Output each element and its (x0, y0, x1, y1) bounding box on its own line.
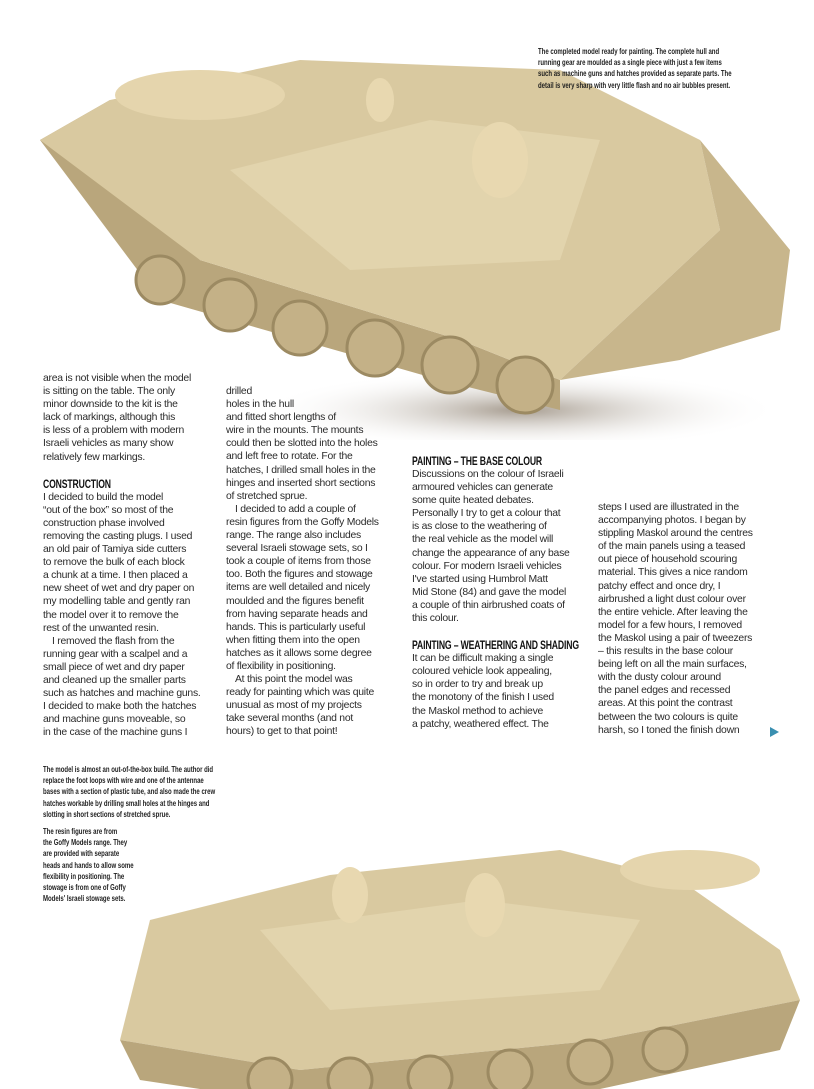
text-line: of flexibility in positioning. (226, 660, 336, 672)
figure-gunner (465, 873, 505, 937)
text-line: hands. This is particularly useful (226, 621, 366, 633)
text-line: to remove the bulk of each block (43, 557, 185, 569)
text-line: I decided to add a couple of (235, 503, 356, 515)
text-line: is as close to the weathering of (412, 521, 547, 533)
text-line: change the appearance of any base (412, 547, 570, 559)
caption-line: The completed model ready for painting. The complete hull and (538, 46, 720, 56)
text-line: lack of markings, although this (43, 412, 176, 424)
text-line: Personally I try to get a colour that (412, 508, 561, 520)
text-line: from having separate heads and (226, 608, 368, 620)
text-line: Israeli vehicles as many show (43, 438, 174, 450)
text-line: between the two colours is quite (598, 711, 738, 723)
text-line: area is not visible when the model (43, 373, 192, 384)
figure-commander (332, 867, 368, 923)
text-line: hatches as it allows some degree (226, 647, 372, 659)
text-line: the model over it to remove the (43, 609, 179, 621)
text-line: and cleaned up the smaller parts (43, 674, 186, 686)
caption-line: hatches workable by drilling small holes at the hinges and (43, 797, 210, 808)
text-line: resin figures from the Goffy Models (226, 516, 379, 528)
text-line: the entire vehicle. After leaving the (598, 606, 748, 618)
text-line: is sitting on the table. The only (43, 386, 175, 398)
text-line: could then be slotted into the holes (226, 438, 378, 450)
text-line: construction phase involved (43, 517, 165, 529)
stowage-roll (620, 850, 760, 890)
text-line: model for a few hours, I removed (598, 619, 742, 631)
caption-line: Models' Israeli stowage sets. (43, 893, 126, 904)
section-heading: CONSTRUCTION (43, 476, 111, 491)
text-line: out piece of household scouring (598, 554, 737, 566)
text-line: took a couple of items from those (226, 556, 371, 568)
text-line: the Maskol using a pair of tweezers (598, 632, 753, 644)
text-line: It can be difficult making a single (412, 653, 554, 665)
text-line: accompanying photos. I began by (598, 515, 746, 527)
caption-line: replace the foot loops with wire and one of the antennae (43, 775, 204, 786)
text-line: range. The range also includes (226, 530, 361, 542)
text-line: relatively few markings. (43, 451, 145, 463)
text-line: my modelling table and gently ran (43, 596, 191, 608)
text-line: this colour. (412, 613, 459, 625)
text-line: At this point the model was (235, 674, 353, 686)
text-line: Discussions on the colour of Israeli (412, 469, 564, 480)
text-line: removing the casting plugs. I used (43, 530, 193, 542)
text-line: being left on all the main surfaces, (598, 659, 747, 671)
text-line: areas. At this point the contrast (598, 698, 733, 710)
caption-line: slotting in short sections of stretched sprue. (43, 808, 171, 819)
text-line: I've started using Humbrol Matt (412, 573, 548, 585)
caption-line: running gear are moulded as a single piece with just a few items (538, 57, 722, 68)
caption-line: heads and hands to allow some (43, 859, 134, 870)
text-line: colour. For modern Israeli vehicles (412, 560, 562, 572)
text-line: and machine guns moveable, so (43, 714, 186, 726)
text-line: steps I used are illustrated in the (598, 502, 739, 513)
text-line: and fitted short lengths of (226, 412, 336, 424)
triangle-right-icon (770, 727, 779, 737)
text-line: patchy effect and once dry, I (598, 580, 721, 592)
text-line: ready for painting which was quite (226, 687, 375, 699)
text-line: I decided to make both the hatches (43, 701, 197, 713)
text-line: minor downside to the kit is the (43, 399, 178, 411)
section-heading: PAINTING – WEATHERING AND SHADING (412, 638, 579, 653)
text-line: an old pair of Tamiya side cutters (43, 544, 187, 556)
text-line: several Israeli stowage sets, so I (226, 543, 368, 555)
text-line: new sheet of wet and dry paper on (43, 583, 195, 595)
caption-line: the Goffy Models range. They (43, 837, 128, 848)
text-line: in the case of the machine guns I (43, 727, 188, 739)
text-line: hours) to get to that point! (226, 726, 338, 738)
text-line: rest of the unwanted resin. (43, 622, 159, 634)
text-line: small piece of wet and dry paper (43, 661, 185, 673)
text-line: running gear with a scalpel and a (43, 648, 188, 660)
column-4 (598, 501, 753, 737)
text-line: such as hatches and machine guns. (43, 688, 201, 700)
text-line: stippling Maskol around the centres (598, 528, 753, 540)
text-line: coloured vehicle look appealing, (412, 666, 552, 678)
figure-commander (472, 122, 528, 198)
text-line: unusual as most of my projects (226, 700, 362, 712)
text-line: moulded and the figures benefit (226, 595, 364, 607)
text-line: a patchy, weathered effect. The (412, 718, 549, 730)
text-line: items are well detailed and nicely (226, 582, 370, 594)
text-line: drilled (226, 386, 252, 397)
caption-top (538, 46, 732, 91)
text-line: a couple of thin airbrushed coats of (412, 599, 565, 611)
column-2 (226, 385, 379, 739)
text-line: the real vehicle as the model will (412, 534, 554, 546)
text-line: harsh, so I toned the finish down (598, 724, 740, 736)
caption-line: stowage is from one of Goffy (43, 882, 126, 893)
text-line: airbrushed a light dust colour over (598, 593, 746, 605)
column-1 (43, 372, 201, 739)
text-line: Mid Stone (84) and gave the model (412, 586, 567, 598)
text-line: when fitting them into the open (226, 634, 360, 646)
text-line: too. Both the figures and stowage (226, 569, 373, 581)
text-line: a chunk at a time. I then placed a (43, 570, 188, 582)
text-line: material. This gives a nice random (598, 567, 748, 579)
text-line: I removed the flash from the (52, 635, 175, 647)
text-line: some quite heated debates. (412, 495, 534, 507)
caption-bottom-1 (43, 764, 215, 820)
caption-line: flexibility in positioning. The (43, 870, 125, 881)
text-line: the panel edges and recessed (598, 685, 731, 697)
text-line: of the main panels using a teased (598, 541, 746, 553)
section-heading: PAINTING – THE BASE COLOUR (412, 454, 543, 468)
photo-figures-stowage (0, 840, 814, 1089)
figure-gunner (366, 78, 394, 122)
caption-line: are provided with separate (43, 848, 120, 859)
text-line: with the dusty colour around (598, 672, 721, 684)
caption-line: such as machine guns and hatches provided as separate parts. The (538, 68, 732, 79)
text-line: armoured vehicles can generate (412, 482, 553, 494)
text-line: the monotony of the finish I used (412, 692, 554, 704)
text-line: holes in the hull (226, 399, 294, 411)
paragraph-gap (43, 464, 201, 477)
text-line: the Maskol method to achieve (412, 705, 544, 717)
stowage-roll (115, 70, 285, 120)
text-line: “out of the box” so most of the (43, 504, 174, 516)
text-line: is less of a problem with modern (43, 425, 184, 437)
text-line: wire in the mounts. The mounts (226, 425, 364, 437)
text-line: take several months (and not (226, 713, 353, 725)
caption-line: The model is almost an out-of-the-box build. The author did (43, 764, 214, 774)
text-line: hatches, I drilled small holes in the (226, 464, 376, 476)
text-line: and left free to rotate. For the (226, 451, 353, 463)
caption-line: bases with a section of plastic tube, and also made the crew (43, 786, 216, 797)
text-line: hinges and inserted short sections (226, 477, 376, 489)
text-line: so in order to try and break up (412, 679, 543, 691)
text-line: I decided to build the model (43, 491, 164, 503)
caption-line: The resin figures are from (43, 826, 118, 836)
caption-line: detail is very sharp with very little flash and no air bubbles present. (538, 79, 731, 90)
text-line: of stretched sprue. (226, 490, 308, 502)
text-line: – this results in the base colour (598, 646, 733, 658)
